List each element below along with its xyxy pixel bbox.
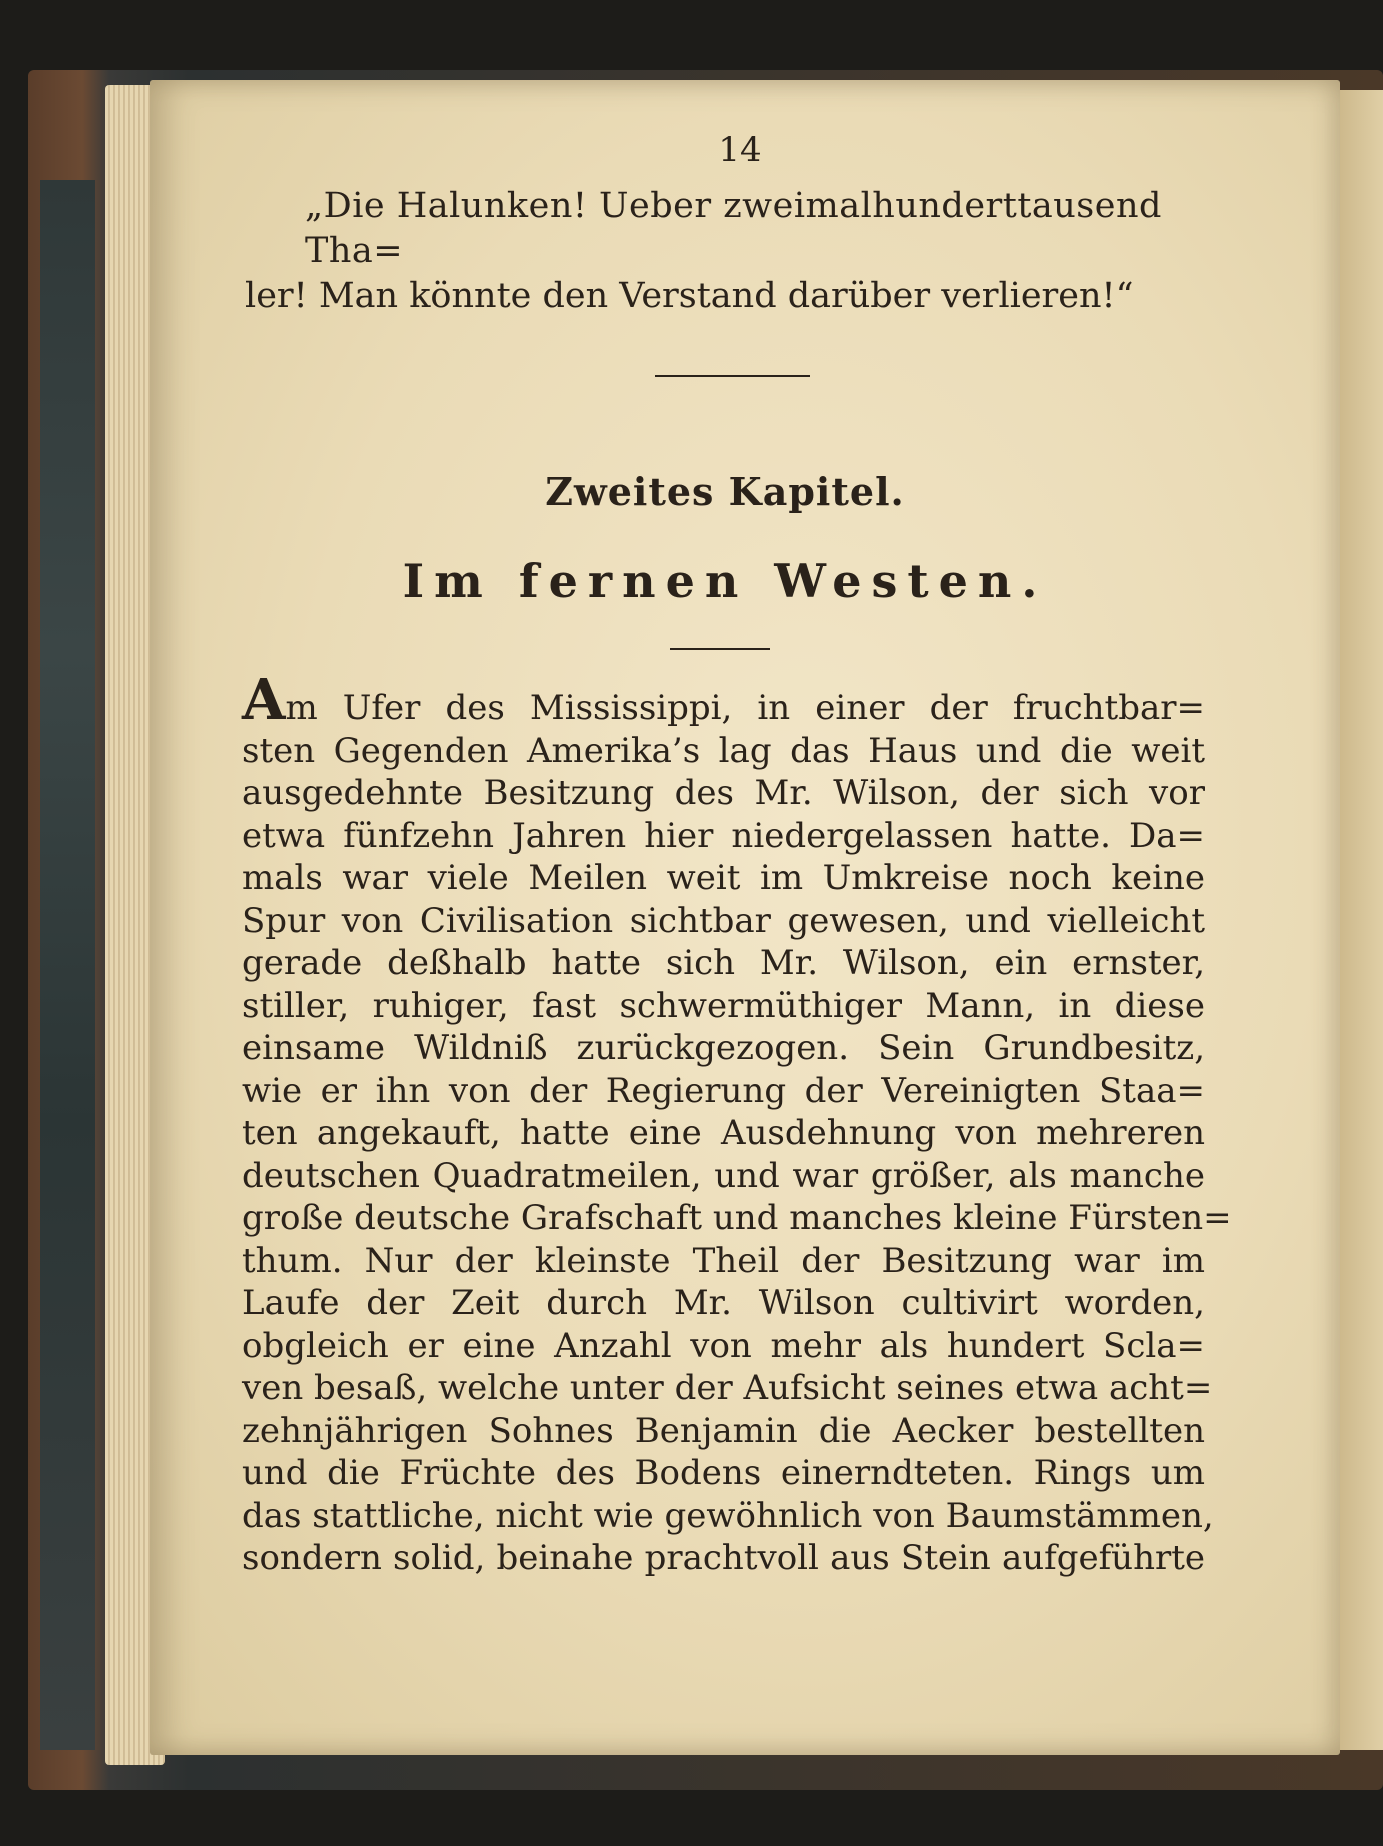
text-line-rest: m Ufer des Mississippi, in einer der fruchtbar= bbox=[285, 688, 1205, 728]
cover-spine-strip bbox=[40, 180, 95, 1750]
facing-page-edge bbox=[1340, 90, 1383, 1750]
text-line: und die Früchte des Bodens einerndteten. Rings um bbox=[242, 1453, 1205, 1493]
text-line: stiller, ruhiger, fast schwermüthiger Mann, in diese bbox=[242, 985, 1205, 1026]
text-line: mals war viele Meilen weit im Umkreise noch keine bbox=[242, 858, 1205, 898]
chapter-title: Im fernen Westen. bbox=[402, 554, 1048, 608]
text-line: große deutsche Grafschaft und manches kleine Fürsten= bbox=[242, 1198, 1232, 1238]
closing-quote bbox=[245, 184, 1205, 319]
page-number: 14 bbox=[718, 130, 762, 170]
chapter-body bbox=[242, 667, 1232, 1580]
text-line: das stattliche, nicht wie gewöhnlich von Baumstämmen, bbox=[242, 1495, 1214, 1536]
title-divider bbox=[670, 648, 770, 650]
chapter-label: Zweites Kapitel. bbox=[545, 469, 905, 514]
drop-cap: A bbox=[242, 667, 286, 733]
text-line: ten angekauft, hatte eine Ausdehnung von mehreren bbox=[242, 1113, 1205, 1153]
text-line: Laufe der Zeit durch Mr. Wilson cultivirt worden, bbox=[242, 1283, 1205, 1323]
text-line: obgleich er eine Anzahl von mehr als hundert Scla= bbox=[242, 1325, 1205, 1366]
quote-line: ler! Man könnte den Verstand darüber verlieren!“ bbox=[245, 276, 1134, 316]
text-line: gerade deßhalb hatte sich Mr. Wilson, ein ernster, bbox=[242, 943, 1205, 983]
text-line: etwa fünfzehn Jahren hier niedergelassen hatte. Da= bbox=[242, 815, 1205, 856]
quote-line: „Die Halunken! Ueber zweimalhunderttausend Tha= bbox=[305, 186, 1162, 271]
text-line: ausgedehnte Besitzung des Mr. Wilson, der sich vor bbox=[242, 773, 1205, 813]
text-line bbox=[242, 667, 1205, 733]
text-line: sten Gegenden Amerika’s lag das Haus und die weit bbox=[242, 730, 1205, 771]
page-content bbox=[242, 130, 1232, 1580]
text-line: ven besaß, welche unter der Aufsicht seines etwa acht= bbox=[242, 1368, 1213, 1408]
text-line: Spur von Civilisation sichtbar gewesen, und vielleicht bbox=[242, 900, 1205, 941]
text-line: einsame Wildniß zurückgezogen. Sein Grundbesitz, bbox=[242, 1028, 1205, 1068]
text-line: wie er ihn von der Regierung der Vereinigten Staa= bbox=[242, 1070, 1205, 1111]
text-line: sondern solid, beinahe prachtvoll aus Stein aufgeführte bbox=[242, 1538, 1205, 1578]
text-line: deutschen Quadratmeilen, und war größer, als manche bbox=[242, 1155, 1205, 1196]
text-line: thum. Nur der kleinste Theil der Besitzung war im bbox=[242, 1240, 1205, 1281]
text-line: zehnjährigen Sohnes Benjamin die Aecker bestellten bbox=[242, 1410, 1205, 1451]
section-divider bbox=[655, 375, 810, 377]
